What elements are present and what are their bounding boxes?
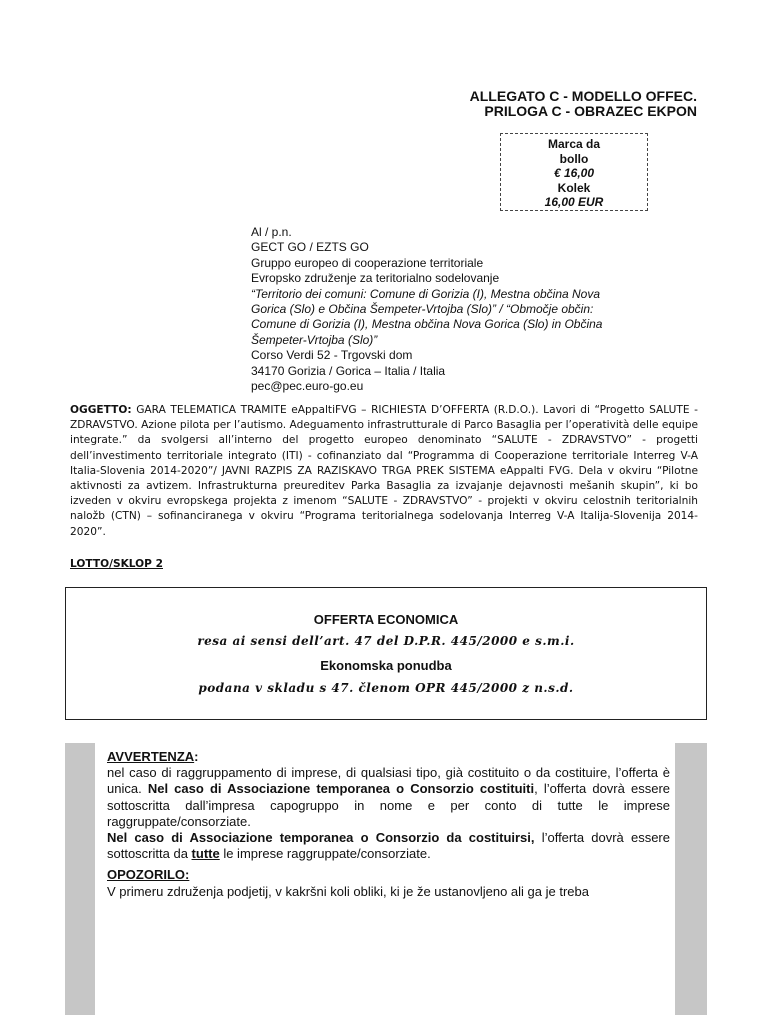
stamp-amount-eur: € 16,00 — [553, 166, 595, 181]
stamp-label-it-2: bollo — [559, 151, 589, 166]
warning-text: nel caso di raggruppamento di imprese, di qualsiasi tipo, già costituito o da costituire, l’offerta è unica. — [107, 765, 670, 797]
warning-text: , l’offerta dovrà essere sottoscritta dall’impresa capogruppo in nome e per conto di tutte le imprese raggruppate/consorziate. — [107, 781, 670, 829]
offer-title-box — [65, 587, 707, 720]
warning-paragraph-3: V primeru združenja podjetij, v kakršni koli obliki, ki je že ustanovljeno ali ga je treba — [107, 883, 589, 899]
warning-section — [107, 749, 670, 900]
subject-paragraph — [70, 403, 698, 540]
warning-text-emphasis: tutte — [191, 846, 220, 862]
address-line: Corso Verdi 52 - Trgovski dom — [251, 348, 413, 363]
warning-side-bar-right — [675, 743, 707, 1015]
offer-title-sl: Ekonomska ponudba — [320, 658, 452, 673]
address-line: GECT GO / EZTS GO — [251, 240, 369, 255]
warning-paragraph-2 — [107, 830, 670, 862]
warning-paragraph-1 — [107, 765, 670, 830]
address-line: Gorica (Slo) e Občina Šempeter-Vrtojba (Slo)” / “Območje občin: — [251, 302, 594, 317]
offer-subtitle-it: resa ai sensi dell’art. 47 del D.P.R. 445/2000 e s.m.i. — [197, 634, 575, 648]
warning-text: le imprese raggruppate/consorziate. — [219, 846, 431, 862]
warning-side-bar-left — [65, 743, 95, 1015]
warning-heading-sl: OPOZORILO: — [107, 867, 190, 883]
warning-heading: AVVERTENZA — [107, 749, 195, 764]
warning-heading-colon: : — [194, 749, 199, 764]
offer-subtitle-sl: podana v skladu s 47. členom OPR 445/2000 z n.s.d. — [198, 681, 574, 695]
address-line: Gruppo europeo di cooperazione territoriale — [251, 255, 484, 270]
subject-label: OGGETTO: — [70, 404, 132, 416]
address-line: Al / p.n. — [251, 225, 292, 239]
stamp-amount-sl: 16,00 EUR — [544, 195, 604, 210]
pec-email: pec@pec.euro-go.eu — [251, 379, 364, 394]
stamp-label-sl: Kolek — [557, 180, 591, 195]
offer-title-it: OFFERTA ECONOMICA — [313, 612, 459, 627]
address-line: “Territorio dei comuni: Comune di Gorizia (I), Mestna občina Nova — [251, 286, 601, 301]
address-line: 34170 Gorizia / Gorica – Italia / Italia — [251, 363, 446, 378]
lot-label: LOTTO/SKLOP 2 — [70, 558, 163, 570]
address-line: Evropsko združenje za teritorialno sodelovanje — [251, 271, 500, 286]
annex-title-sl: PRILOGA C - OBRAZEC EKPON — [484, 103, 697, 119]
warning-text-bold: Nel caso di Associazione temporanea o Consorzio da costituirsi, — [107, 830, 535, 846]
revenue-stamp-box — [500, 133, 648, 211]
annex-title-it: ALLEGATO C - MODELLO OFFEC. — [469, 88, 697, 104]
warning-text: l’offerta dovrà essere sottoscritta da — [107, 830, 670, 862]
warning-text-bold: Nel caso di Associazione temporanea o Consorzio costituiti — [147, 781, 535, 797]
address-line: Šempeter-Vrtojba (Slo)” — [251, 332, 378, 347]
stamp-label-it: Marca da — [547, 137, 601, 151]
address-line: Comune di Gorizia (I), Mestna občina Nova Gorica (Slo) in Občina — [251, 317, 603, 332]
subject-text: GARA TELEMATICA TRAMITE eAppaltiFVG – RICHIESTA D’OFFERTA (R.D.O.). Lavori di “Progetto SALUTE - ZDRAVSTVO. Azione pilota per l’autismo. Adeguamento infrastrutturale di Parco Basaglia per l’operatività delle equipe integrate.” da svolgersi all’interno del progetto europeo denominato “SALUTE - ZDRAVSTVO” - progetti dell’investimento territoriale integrato (ITI) - cofinanziato dal “Programma di Cooperazione territoriale Interreg V-A Italia-Slovenia 2014-2020”/ JAVNI RAZPIS ZA RAZISKAVO TRGA PREK SISTEMA eAppalti FVG. Dela v okviru “Pilotne aktivnosti za avtizem. Infrastrukturna preureditev Parka Basaglia za izvajanje dejavnosti mešanih skupin”, ki bo izveden v okviru evropskega projekta z imenom “SALUTE - ZDRAVSTVO” - projekti v okviru celostnih teritorialnih naložb (CTN) – sofinanciranega v okviru “Programa teritorialnega sodelovanja Interreg V-A Italija-Slovenija 2014-2020”. — [70, 404, 698, 538]
recipient-address — [251, 225, 691, 394]
